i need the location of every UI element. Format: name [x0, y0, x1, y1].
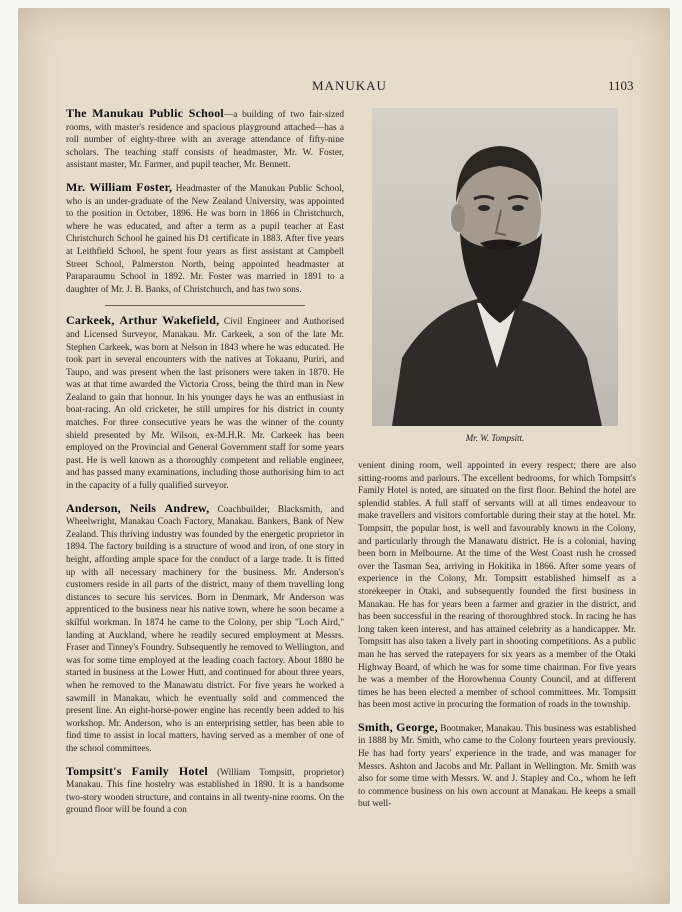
carkeek-paragraph [66, 314, 344, 492]
entry-text: Coachbuilder, Blacksmith, and Wheelwright, Manakau Coach Factory, Manakau. Bankers, Bank of New Zealand. This thriving industry was founded by the energetic proprietor in 1894. The factory building is a structure of wood and iron, of one story in height, affording ample space for the conduct of a large trade. It is fitted up with all necessary machinery for the business. Mr. Anderson's customers reside in all parts of the district, many of them travelling long distances to secure his services. Born in Denmark, Mr Anderson was apprenticed to the business near his native town, where he soon became a skilful workman. In 1874 he came to the Colony, per ship "Loch Aird," landing at Auckland, where he readily secured employment at Messrs. Fraser and Tinney's Foundry. Subsequently he removed to Wellington, and was for some time employed at the leading coach factory. About 1880 he started in business at the Lower Hutt, and continued for about three years, when he removed to the Manawatu district. For five years he worked a sawmill in Manakau, which he eventually sold and commenced the present line. An eight-horse-power engine has recently been added to his workshop. Mr. Anderson, who is an enterprising settler, has been able to find time to assist in local matters, having served as a member of one of the school committees. [66, 504, 345, 754]
anderson-paragraph [66, 502, 344, 756]
right-column [358, 460, 636, 820]
entry-text: Civil Engineer and Authorised and Licensed Surveyor, Manakau. Mr. Carkeek, a son of the late Mr. Stephen Carkeek, was born at Nelson in 1843 where he was educated. He took part in several encounters with the natives at Tokaanu, Puriri, and Taupo, and was present when the last prisoners were taken in 1870. He was at that time awarded the Victoria Cross, being the third man in New Zealand to gain that honour. In his younger days he was an enthusiast in boat-racing. An old cricketer, he still umpires for his district in county matches. For three consecutive years he was the winner of the county shield presented by Mr. Wilson, ex-M.H.R. Mr. Carkeek has been employed on the Provincial and General Government staff for some years past. He is well known as a thoroughly competent and reliable engineer, and has passed many examinations, including those authorising him to act in the capacity of a fully qualified surveyor. [66, 317, 344, 492]
entry-text: —a building of two fair-sized rooms, with master's residence and spacious playground attached—has a roll number of eighty-three with an average attendance of fifty-nine scholars. The teaching staff consists of headmaster, Mr. W. Foster, assistant master, Mr. Farmer, and pupil teacher, Mr. Bennett. [66, 110, 344, 171]
smith-paragraph [358, 721, 636, 811]
entry-heading: Smith, George, [358, 719, 438, 734]
tompsitt-hotel-paragraph [66, 765, 344, 817]
entry-heading: Tompsitt's Family Hotel [66, 763, 208, 778]
portrait-caption: Mr. W. Tompsitt. [465, 433, 525, 443]
entry-text: Bootmaker, Manakau. This business was established in 1888 by Mr. Smith, who came to the Colony fourteen years previously. He has had forty years' experience in the trade, and was manager for Messrs. Ashton and Jacobs and Mr. Pallant in Wellington. Mr. Smith was also for some time with Messrs. W. and J. Stapley and Co., whom he left to commence business on his own account at Manakau. He keeps a small but well- [358, 723, 636, 810]
manukau-school-paragraph [66, 107, 344, 172]
entry-heading: Carkeek, Arthur Wakefield, [66, 313, 220, 328]
left-column [66, 107, 344, 826]
portrait-illustration [372, 108, 618, 426]
entry-text: Headmaster of the Manukau Public School, who is an under-graduate of the New Zealand University, was appointed to the position in October, 1896. He was born in 1866 in Christchurch, where he was educated, and after a term as a pupil teacher at East Christchurch School he gained his D1 certificate in 1883. After five years at Leithfield School, he spent four years as first assistant at Campbell Street School, Palmerston North, being appointed headmaster at Paraparaumu School in 1892. Mr. Foster was married in 1891 to a daughter of Mr. J. B. Banks, of Christchurch, and has two sons. [66, 183, 345, 295]
tompsitt-continued-paragraph [358, 460, 636, 712]
running-header: MANUKAU [312, 78, 387, 93]
section-divider [105, 305, 305, 306]
entry-heading: Mr. William Foster, [66, 179, 173, 194]
entry-text: venient dining room, well appointed in every respect; there are also sitting-rooms and parlours. The excellent bedrooms, for which Tompsitt's Family Hotel is noted, are situated on the first floor. Behind the hotel are splendid stables. A full staff of servants will at all times endeavour to make travellers and visitors comfortable during their stay at the hotel. Mr. Tompsitt, the popular host, is well and favourably known in the Colony, and particularly through the Manawatu district. He is a colonial, having been born in Melbourne. At the time of the West Coast rush he crossed over the Tasman Sea, arriving in Hokitika in 1866. After some years of experience in the Colony, Mr. Tompsitt established himself as a storekeeper in Otaki, and subsequently founded the first business in Manakau. He has for years been a farmer and grazier in the district, and has been successful in the rearing of thoroughbred stock. In racing he has long taken keen interest, and has attained celebrity as a handicapper. Mr. Tompsitt has also taken a lively part in shooting competitions. As a public man he has served the ratepayers for six years as a member of the Otaki Highway Board, of which he was for some time chairman. For five years he was a member of the Horowhenua County Council, and at different times he has been elected a member of school committees. Mr. Tompsitt has been most active in procuring the formation of roads in the township. [358, 461, 636, 711]
portrait-photo [372, 108, 618, 426]
foster-paragraph [66, 181, 344, 296]
entry-heading: Anderson, Neils Andrew, [66, 500, 210, 515]
page-number: 1103 [608, 78, 634, 93]
entry-text: (William Tompsitt, proprietor) Manakau. This fine hostelry was established in 1890. It is a handsome two-story wooden structure, and contains in all twenty-nine rooms. On the ground floor will be found a con [66, 767, 344, 816]
entry-heading: The Manukau Public School [66, 106, 224, 120]
